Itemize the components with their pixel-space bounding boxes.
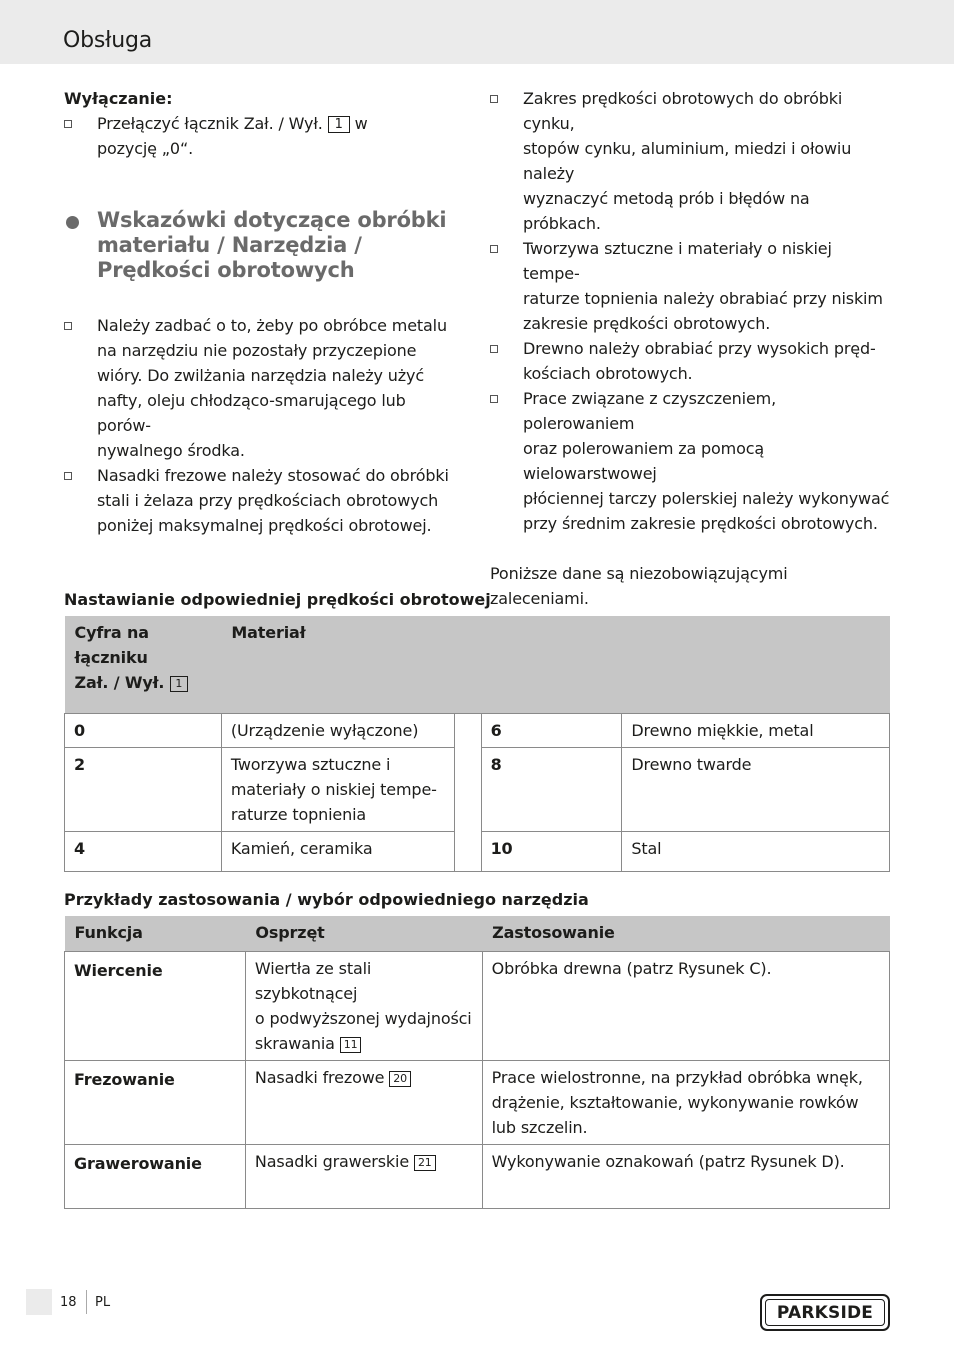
ref-number-1: 1 [170, 676, 188, 692]
text-line: raturze topnienia należy obrabiać przy niskim [523, 289, 883, 308]
text-line: Poniższe dane są niezobowiązującymi zaleceniami. [490, 564, 788, 608]
checkbox-bullet-icon [490, 95, 498, 103]
text-line: stopów cynku, aluminium, miedzi i ołowiu należy [523, 139, 852, 183]
text-line: wióry. Do zwilżania narzędzia należy użyć [97, 366, 425, 385]
text-line: na narzędziu nie pozostały przyczepione [97, 341, 417, 360]
text-line: stali i żelaza przy prędkościach obrotowych [97, 491, 439, 510]
text-line: Drewno należy obrabiać przy wysokich pręd- [523, 339, 876, 358]
table-row [65, 951, 890, 1060]
table-cell: Frezowanie [65, 1060, 246, 1144]
text-line: zakresie prędkości obrotowych. [523, 314, 771, 333]
footer-divider [86, 1290, 87, 1314]
list-item [490, 86, 890, 236]
header-digit [65, 616, 222, 713]
table-row [65, 713, 890, 747]
text-line: Nasadki frezowe [254, 1067, 385, 1087]
header-accessory: Osprzęt [245, 916, 482, 951]
table-header-row [65, 616, 890, 713]
left-column [64, 86, 464, 161]
table-gap [454, 713, 481, 871]
table-cell: Drewno miękkie, metal [622, 713, 890, 747]
text-line: Prace związane z czyszczeniem, polerowaniem [523, 389, 777, 433]
header-material: Materiał [221, 616, 889, 713]
table-row [65, 1060, 890, 1144]
text-line: Nasadki grawerskie [254, 1151, 410, 1171]
speed-table [64, 616, 890, 872]
table-cell: 4 [65, 831, 222, 871]
usage-table-title: Przykłady zastosowania / wybór odpowiedniego narzędzia [64, 890, 589, 909]
table-cell [482, 1060, 889, 1144]
footer-marker [26, 1289, 52, 1315]
text-line: Prace wielostronne, na przykład obróbka wnęk, [491, 1067, 863, 1087]
section-heading [64, 208, 484, 283]
checkbox-bullet-icon [490, 395, 498, 403]
logo-text: PARKSIDE [765, 1299, 885, 1326]
ref-number-21: 21 [414, 1155, 436, 1171]
text-line: nafty, oleju chłodząco-smarującego lub porów- [97, 391, 406, 435]
usage-table [64, 916, 890, 1209]
text-line: materiały o niskiej tempe- [230, 779, 437, 799]
text-line: drążenie, kształtowanie, wykonywanie rowków [491, 1092, 859, 1112]
text-line: o podwyższonej wydajności [254, 1008, 472, 1028]
checkbox-bullet-icon [490, 345, 498, 353]
text-line: nywalnego środka. [97, 441, 245, 460]
table-cell: Wiercenie [65, 951, 246, 1060]
ref-number-11: 11 [340, 1037, 362, 1053]
list-item [490, 386, 890, 536]
language-code: PL [95, 1295, 111, 1310]
table-cell: Drewno twarde [622, 747, 890, 831]
header-text: łączniku [74, 648, 148, 667]
bullet-dot-icon [66, 216, 79, 229]
header-application: Zastosowanie [482, 916, 889, 951]
header-text: Zał. / Wył. [74, 673, 165, 692]
list-item [490, 236, 890, 336]
table-cell: Stal [622, 831, 890, 871]
text-line: skrawania [254, 1033, 335, 1053]
section-title-line: Prędkości obrotowych [97, 258, 355, 282]
table-cell: (Urządzenie wyłączone) [221, 713, 454, 747]
table-cell [245, 1144, 482, 1208]
text-line: Wiertła ze stali szybkotnącej [254, 958, 372, 1003]
table-cell: 2 [65, 747, 222, 831]
section-title-line: materiału / Narzędzia / [97, 233, 362, 257]
text-line: wyznaczyć metodą prób i błędów na próbkach. [523, 189, 810, 233]
list-item [64, 463, 464, 538]
text-line: lub szczelin. [491, 1117, 588, 1137]
table-cell: Grawerowanie [65, 1144, 246, 1208]
text-line: raturze topnienia [230, 804, 367, 824]
text-line: przy średnim zakresie prędkości obrotowych. [523, 514, 878, 533]
table-cell: 10 [481, 831, 622, 871]
page-number: 18 [60, 1295, 77, 1310]
table-cell: 6 [481, 713, 622, 747]
text-line: oraz polerowaniem za pomocą wielowarstwowej [523, 439, 765, 483]
table-cell [245, 1060, 482, 1144]
checkbox-bullet-icon [64, 120, 72, 128]
list-item-off [64, 111, 464, 161]
text-line: Należy zadbać o to, żeby po obróbce metalu [97, 316, 447, 335]
table-cell [245, 951, 482, 1060]
table-cell [221, 747, 454, 831]
ref-number-20: 20 [389, 1071, 411, 1087]
checkbox-bullet-icon [64, 472, 72, 480]
list-item [490, 336, 890, 386]
table-cell: 0 [65, 713, 222, 747]
text-line: poniżej maksymalnej prędkości obrotowej. [97, 516, 432, 535]
checkbox-bullet-icon [64, 322, 72, 330]
table-row [65, 1144, 890, 1208]
left-list [64, 313, 464, 538]
header-function: Funkcja [65, 916, 246, 951]
section-title-line: Wskazówki dotyczące obróbki [97, 208, 447, 232]
ref-number-1: 1 [328, 116, 350, 133]
speed-table-title: Nastawianie odpowiedniej prędkości obrotowej [64, 590, 491, 609]
text-line: Tworzywa sztuczne i [230, 754, 391, 774]
checkbox-bullet-icon [490, 245, 498, 253]
text-line: płóciennej tarczy polerskiej należy wykonywać [523, 489, 890, 508]
header-text: Cyfra na [74, 623, 149, 642]
table-cell: 8 [481, 747, 622, 831]
text-line: Nasadki frezowe należy stosować do obróbki [97, 466, 449, 485]
parkside-logo [760, 1294, 890, 1331]
page-title: Obsługa [63, 28, 152, 53]
table-cell: Kamień, ceramika [221, 831, 454, 871]
table-cell: Obróbka drewna (patrz Rysunek C). [482, 951, 889, 1060]
list-item [64, 313, 464, 463]
text-line: Zakres prędkości obrotowych do obróbki cynku, [523, 89, 843, 133]
off-heading: Wyłączanie: [64, 89, 173, 108]
text-line: kościach obrotowych. [523, 364, 693, 383]
table-header-row [65, 916, 890, 951]
text-line: Tworzywa sztuczne i materiały o niskiej tempe- [523, 239, 832, 283]
off-text-c: pozycję „0“. [97, 139, 194, 158]
off-text-a: Przełączyć łącznik Zał. / Wył. [97, 114, 323, 133]
off-text-b: w [354, 114, 368, 133]
table-cell: Wykonywanie oznakowań (patrz Rysunek D). [482, 1144, 889, 1208]
